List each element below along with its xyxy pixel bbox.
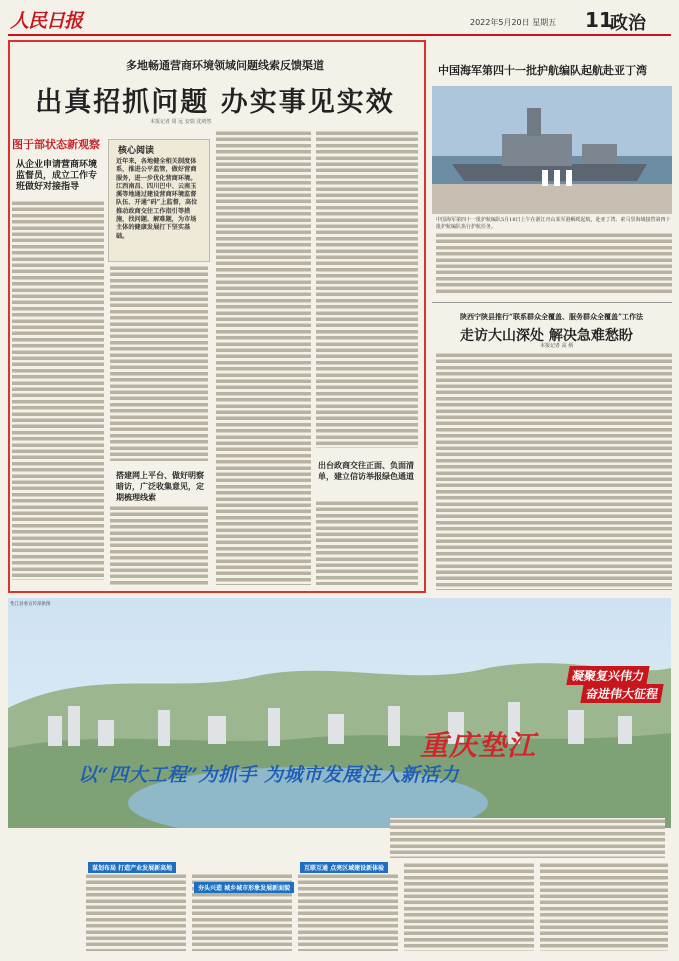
navy-body [436, 232, 672, 294]
feature-section-head-3: 互联互通 点亮区域建设新体验 [300, 862, 388, 873]
issue-date: 2022年5月20日 星期五 [470, 18, 557, 27]
sidebar-column-title: 图于部状态新观察 [12, 138, 100, 151]
core-reading-title: 核心阅读 [118, 146, 155, 156]
lead-body-column-4b [316, 500, 418, 585]
navy-caption: 中国海军第四十一批护航编队5月18日上午在浙江舟山某军港解缆起航，赴亚丁湾、索马里海域接替第四十批护航编队执行护航任务。 [436, 217, 671, 230]
lead-subhead-3: 出台政商交往正面、负面清单，建立信访举报绿色通道 [318, 460, 414, 481]
lead-body-column-4 [316, 130, 418, 448]
feature-slogan-1: 凝聚复兴伟力 [566, 666, 649, 685]
feature-city-title: 重庆垫江 [420, 729, 537, 762]
shaanxi-body [436, 352, 672, 590]
lead-body-column-2b [110, 505, 208, 585]
feature-body-col-3 [298, 873, 398, 951]
lead-headline: 出真招抓问题 办实事见实效 [35, 87, 395, 118]
lead-body-column-1 [12, 200, 104, 580]
shaanxi-byline: 本报记者 高 炳 [540, 343, 574, 349]
masthead-divider [8, 34, 671, 36]
lead-subhead-2: 搭建网上平台、做好明察暗访，广泛收集意见，定期梳理线索 [116, 470, 204, 502]
feature-body-col-1 [86, 873, 186, 951]
feature-section-head-1: 谋划布局 打造产业发展新高地 [88, 862, 176, 873]
core-reading-text: 近年来，各地健全相关制度体系，推进公平监管，做好营商服务，进一步优化营商环境。江西南昌、四川巴中、云南玉溪等地通过建设营商环境监督队伍、开通“码”上监督，高位推动政商交往工作指引等措施，找问题、解难题，为市场主体的健康发展打下坚实基础。 [116, 158, 198, 240]
feature-photo-credit: 垫江县委宣传部供图 [10, 602, 51, 607]
lead-kicker: 多地畅通营商环境领域问题线索反馈渠道 [126, 59, 324, 72]
lead-body-column-2 [110, 265, 208, 461]
feature-body-col-4 [404, 862, 534, 951]
feature-body-col-5 [540, 862, 668, 951]
feature-intro [390, 818, 665, 858]
shaanxi-headline: 走访大山深处 解决急难愁盼 [460, 328, 633, 344]
feature-headline: 以“四大工程”为抓手 为城市发展注入新活力 [78, 764, 459, 786]
section-name: 政治 [610, 13, 646, 34]
feature-slogan-2: 奋进伟大征程 [580, 684, 663, 703]
feature-section-head-2: 夯头兴造 城乡城市形象发展新面貌 [194, 882, 294, 893]
right-column-divider [432, 302, 672, 303]
page-number: 11 [585, 8, 613, 32]
lead-byline: 本报记者 周 远 安瑞 沈靖然 [150, 119, 212, 125]
navy-headline: 中国海军第四十一批护航编队起航赴亚丁湾 [438, 64, 647, 77]
navy-ship-photo [432, 86, 672, 214]
lead-body-column-3 [216, 130, 311, 585]
shaanxi-kicker: 陕西宁陕县推行“联系群众全覆盖、服务群众全覆盖”工作法 [460, 312, 644, 321]
newspaper-logo: 人民日报 [10, 10, 83, 32]
lead-subhead-1: 从企业申请营商环境监督员，成立工作专班做好对接指导 [16, 160, 98, 192]
